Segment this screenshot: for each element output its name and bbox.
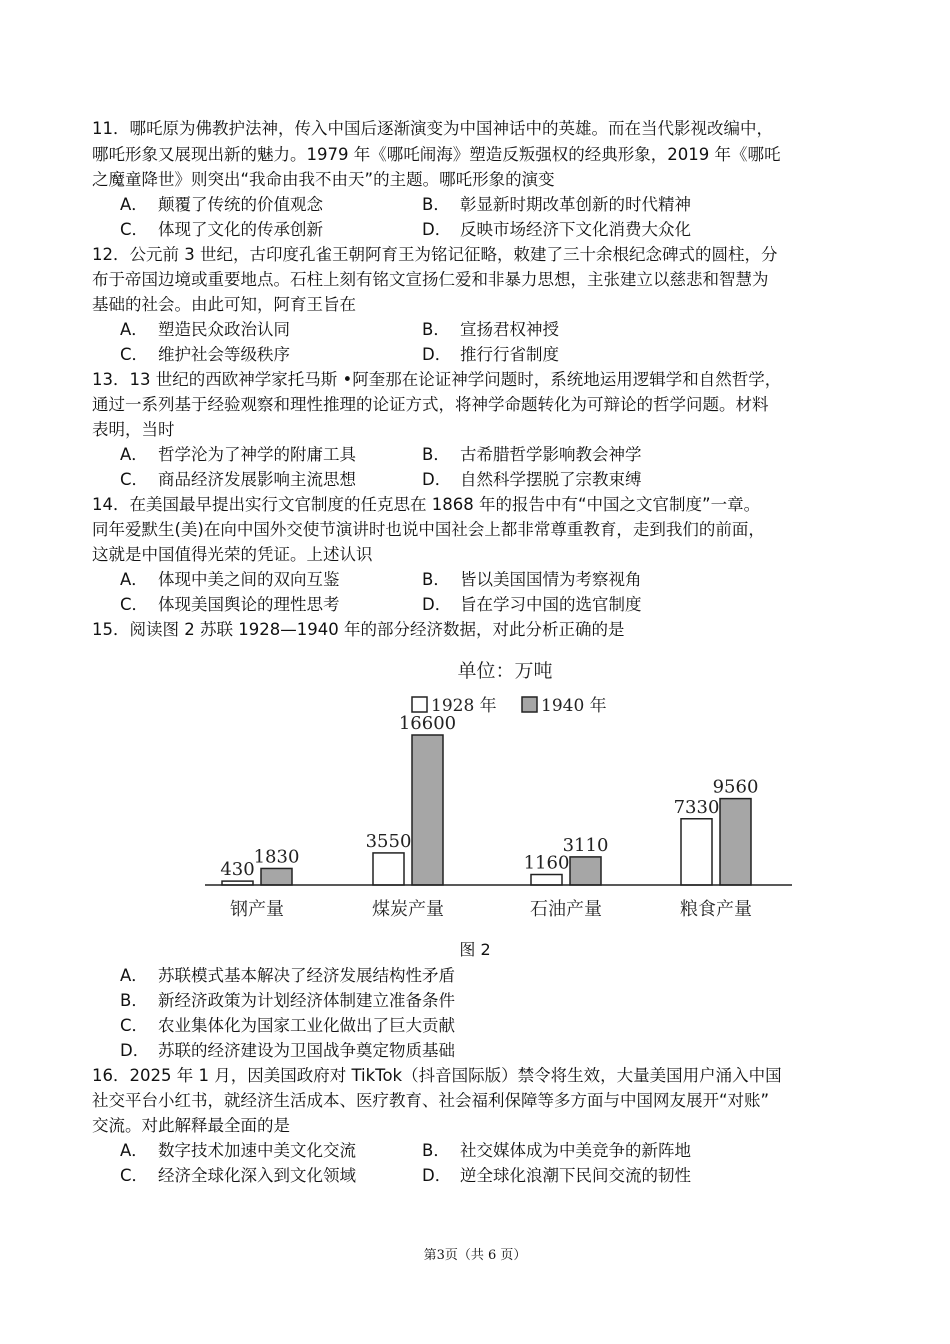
- bar-1928-3: [531, 875, 562, 885]
- q16-option-b[interactable]: B． 社交媒体成为中美竞争的新阵地: [422, 1141, 691, 1160]
- q16-option-d[interactable]: D． 逆全球化浪潮下民间交流的韧性: [422, 1166, 691, 1185]
- bar-1940-3: [570, 857, 601, 885]
- q13-option-d[interactable]: D． 自然科学摆脱了宗教束缚: [422, 470, 642, 489]
- bar-1928-2: [373, 853, 404, 885]
- q16-stem-line: 16．2025 年 1 月，因美国政府对 TikTok（抖音国际版）禁令将生效，大量美国用户涌入中国: [92, 1066, 782, 1085]
- data-label-1928-4: 7330: [673, 796, 720, 818]
- bar-1940-4: [720, 799, 751, 885]
- figure-caption: 图 2: [459, 940, 491, 959]
- q12-option-a[interactable]: A． 塑造民众政治认同: [120, 320, 290, 339]
- bar-1940-2: [412, 735, 443, 885]
- q13-stem-line: 表明，当时: [92, 420, 175, 439]
- data-label-1928-3: 1160: [523, 852, 570, 874]
- data-label-1928-2: 3550: [365, 830, 412, 852]
- q14-option-d[interactable]: D． 旨在学习中国的选官制度: [422, 595, 642, 614]
- q15-option-d[interactable]: D． 苏联的经济建设为卫国战争奠定物质基础: [120, 1041, 455, 1060]
- page-footer: 第3页（共 6 页）: [423, 1248, 527, 1263]
- q12-option-c[interactable]: C． 维护社会等级秩序: [120, 345, 290, 364]
- q11-option-c[interactable]: C． 体现了文化的传承创新: [120, 220, 323, 239]
- category-label-3: 石油产量: [530, 899, 602, 920]
- q15-option-a[interactable]: A． 苏联模式基本解决了经济发展结构性矛盾: [120, 966, 455, 985]
- q11-option-a[interactable]: A． 颠覆了传统的价值观念: [120, 195, 323, 214]
- q11-stem-line: 哪吒形象又展现出新的魅力。1979 年《哪吒闹海》塑造反叛强权的经典形象，2019 年《哪吒: [92, 145, 781, 164]
- q14-stem-line: 这就是中国值得光荣的凭证。上述认识: [92, 545, 373, 564]
- category-label-2: 煤炭产量: [372, 899, 444, 920]
- data-label-1940-2: 16600: [398, 713, 457, 734]
- q13-stem-line: 通过一系列基于经验观察和理性推理的论证方式，将神学命题转化为可辩论的哲学问题。材料: [92, 395, 769, 414]
- q11-option-d[interactable]: D． 反映市场经济下文化消费大众化: [422, 220, 691, 239]
- q14-stem-line: 同年爱默生(美)在向中国外交使节演讲时也说中国社会上都非常尊重教育，走到我们的前面，: [92, 520, 765, 539]
- q13-option-c[interactable]: C． 商品经济发展影响主流思想: [120, 470, 356, 489]
- legend-swatch-1940: [522, 697, 537, 712]
- q13-option-a[interactable]: A． 哲学沦为了神学的附庸工具: [120, 445, 356, 464]
- legend-swatch-1928: [412, 697, 427, 712]
- q14-option-b[interactable]: B． 皆以美国国情为考察视角: [422, 570, 642, 589]
- q11-stem-line: 之魔童降世》则突出“我命由我不由天”的主题。哪吒形象的演变: [92, 170, 555, 189]
- q16-stem-line: 社交平台小红书，就经济生活成本、医疗教育、社会福利保障等多方面与中国网友展开“对账”: [92, 1091, 770, 1110]
- legend-label-1940: 1940 年: [541, 696, 607, 716]
- q12-option-b[interactable]: B． 宣扬君权神授: [422, 320, 559, 339]
- q12-stem-line: 基础的社会。由此可知，阿育王旨在: [92, 295, 356, 314]
- category-labels: [230, 899, 752, 920]
- q14-option-c[interactable]: C． 体现美国舆论的理性思考: [120, 595, 340, 614]
- q16-option-c[interactable]: C． 经济全球化深入到文化领域: [120, 1166, 356, 1185]
- q11-option-b[interactable]: B． 彰显新时期改革创新的时代精神: [422, 195, 691, 214]
- category-label-1: 钢产量: [230, 899, 284, 920]
- q16-stem-line: 交流。对此解释最全面的是: [92, 1116, 290, 1135]
- q12-stem-line: 布于帝国边境或重要地点。石柱上刻有铭文宣扬仁爱和非暴力思想，主张建立以慈悲和智慧为: [92, 270, 769, 289]
- data-label-1940-3: 3110: [562, 834, 609, 856]
- q13-option-b[interactable]: B． 古希腊哲学影响教会神学: [422, 445, 642, 464]
- data-label-1928-1: 430: [220, 859, 255, 881]
- q15-option-b[interactable]: B． 新经济政策为计划经济体制建立准备条件: [120, 991, 455, 1010]
- legend-label-1928: 1928 年: [431, 696, 497, 716]
- bar-chart: [0, 645, 950, 945]
- chart-bars: [220, 713, 758, 885]
- q13-stem-line: 13．13 世纪的西欧神学家托马斯 •阿奎那在论证神学问题时，系统地运用逻辑学和自然哲学，: [92, 370, 782, 389]
- q15-stem-line: 15．阅读图 2 苏联 1928—1940 年的部分经济数据，对此分析正确的是: [92, 620, 625, 639]
- category-label-4: 粮食产量: [680, 899, 752, 920]
- q15-option-c[interactable]: C． 农业集体化为国家工业化做出了巨大贡献: [120, 1016, 455, 1035]
- q12-stem-line: 12．公元前 3 世纪，古印度孔雀王朝阿育王为铭记征略，敕建了三十余根纪念碑式的圆柱，分: [92, 245, 778, 264]
- data-label-1940-4: 9560: [712, 776, 759, 798]
- bar-1928-4: [681, 819, 712, 885]
- q14-option-a[interactable]: A． 体现中美之间的双向互鉴: [120, 570, 340, 589]
- data-label-1940-1: 1830: [253, 846, 300, 868]
- q12-option-d[interactable]: D． 推行行省制度: [422, 345, 559, 364]
- chart-title: 单位：万吨: [457, 660, 553, 682]
- q16-option-a[interactable]: A． 数字技术加速中美文化交流: [120, 1141, 356, 1160]
- bar-1940-1: [261, 868, 292, 885]
- q14-stem-line: 14．在美国最早提出实行文官制度的任克思在 1868 年的报告中有“中国之文官制度”一章。: [92, 495, 761, 514]
- q11-stem-line: 11．哪吒原为佛教护法神，传入中国后逐渐演变为中国神话中的英雄。而在当代影视改编中，: [92, 119, 773, 138]
